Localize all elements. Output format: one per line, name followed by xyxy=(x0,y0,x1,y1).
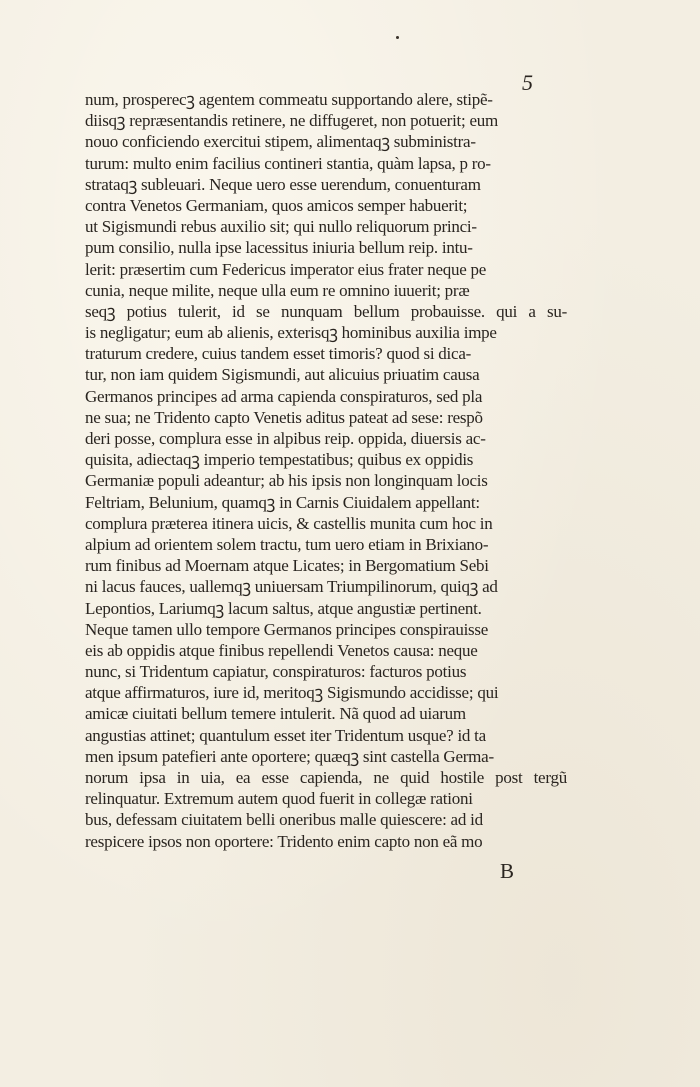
text-line: eis ab oppidis atque finibus repellendi Venetos causa: neque xyxy=(85,640,478,660)
text-line: nouo conficiendo exercitui stipem, alimentaqꝫ subministra- xyxy=(85,132,476,152)
text-line: Neque tamen ullo tempore Germanos principes conspirauisse xyxy=(85,619,489,639)
text-line: Lepontios, Lariumqꝫ lacum saltus, atque angustiæ pertinent. xyxy=(85,598,482,618)
text-line: angustias attinet; quantulum esset iter Tridentum usque? id ta xyxy=(85,725,486,745)
ink-speck xyxy=(396,36,399,39)
text-line: norum ipsa in uia, ea esse capienda, ne quid hostile post tergũ xyxy=(85,768,567,787)
text-line: strataqꝫ subleuari. Neque uero esse uerendum, conuenturam xyxy=(85,174,481,194)
text-line: lerit: præsertim cum Federicus imperator eius frater neque pe xyxy=(85,259,487,279)
text-line: nunc, si Tridentum capiatur, conspiraturos: facturos potius xyxy=(85,662,467,682)
text-line: turum: multo enim facilius contineri stantia, quàm lapsa, p ro- xyxy=(85,153,491,173)
text-line: deri posse, complura esse in alpibus reip. oppida, diuersis ac- xyxy=(85,429,486,448)
text-line: traturum credere, cuius tandem esset timoris? quod si dica- xyxy=(85,344,472,364)
text-line: ut Sigismundi rebus auxilio sit; qui nullo reliquorum princi- xyxy=(85,217,477,237)
text-line: alpium ad orientem solem tractu, tum uero etiam in Brixiano- xyxy=(85,534,489,554)
text-line: quisita, adiectaqꝫ imperio tempestatibus; quibus ex oppidis xyxy=(85,450,474,470)
text-line: Germanos principes ad arma capienda conspiraturos, sed pla xyxy=(85,386,483,406)
body-text xyxy=(85,89,567,852)
text-line: Germaniæ populi adeantur; ab his ipsis non longinquam locis xyxy=(85,471,488,491)
text-line: bus, defessam ciuitatem belli oneribus malle quiescere: ad id xyxy=(85,810,483,830)
text-line: tur, non iam quidem Sigismundi, aut alicuius priuatim causa xyxy=(85,365,480,385)
text-line: ne sua; ne Tridento capto Venetis aditus pateat ad sese: respõ xyxy=(85,407,483,427)
text-line: complura præterea itinera uicis, & castellis munita cum hoc in xyxy=(85,513,493,533)
text-line: pum consilio, nulla ipse lacessitus iniuria bellum reip. intu- xyxy=(85,238,473,258)
text-line: Feltriam, Belunium, quamqꝫ in Carnis Ciuidalem appellant: xyxy=(85,492,480,512)
text-line: cunia, neque milite, neque ulla eum re omnino iuuerit; præ xyxy=(85,280,470,300)
text-line: seqꝫ potius tulerit, id se nunquam bellum probauisse. qui a su- xyxy=(85,301,567,321)
text-line: ni lacus fauces, uallemqꝫ uniuersam Triumpilinorum, quiqꝫ ad xyxy=(85,577,498,597)
signature-mark: B xyxy=(500,859,515,883)
text-line: respicere ipsos non oportere: Tridento enim capto non eã mo xyxy=(85,831,483,851)
text-line: is negligatur; eum ab alienis, exterisqꝫ hominibus auxilia impe xyxy=(85,323,497,343)
text-line: amicæ ciuitati bellum temere intulerit. Nã quod ad uiarum xyxy=(85,704,466,724)
text-line: atque affirmaturos, iure id, meritoqꝫ Sigismundo accidisse; qui xyxy=(85,683,499,703)
text-line: num, prosperecꝫ agentem commeatu supportando alere, stipẽ- xyxy=(85,90,493,109)
text-line: diisqꝫ repræsentandis retinere, ne diffugeret, non potuerit; eum xyxy=(85,111,499,131)
text-line: men ipsum patefieri ante oportere; quæqꝫ sint castella Germa- xyxy=(85,746,494,766)
text-line: relinquatur. Extremum autem quod fuerit in collegæ rationi xyxy=(85,789,473,809)
text-line: contra Venetos Germaniam, quos amicos semper habuerit; xyxy=(85,195,468,215)
text-line: rum finibus ad Moernam atque Licates; in Bergomatium Sebi xyxy=(85,556,489,576)
page-number: 5 xyxy=(522,70,533,95)
